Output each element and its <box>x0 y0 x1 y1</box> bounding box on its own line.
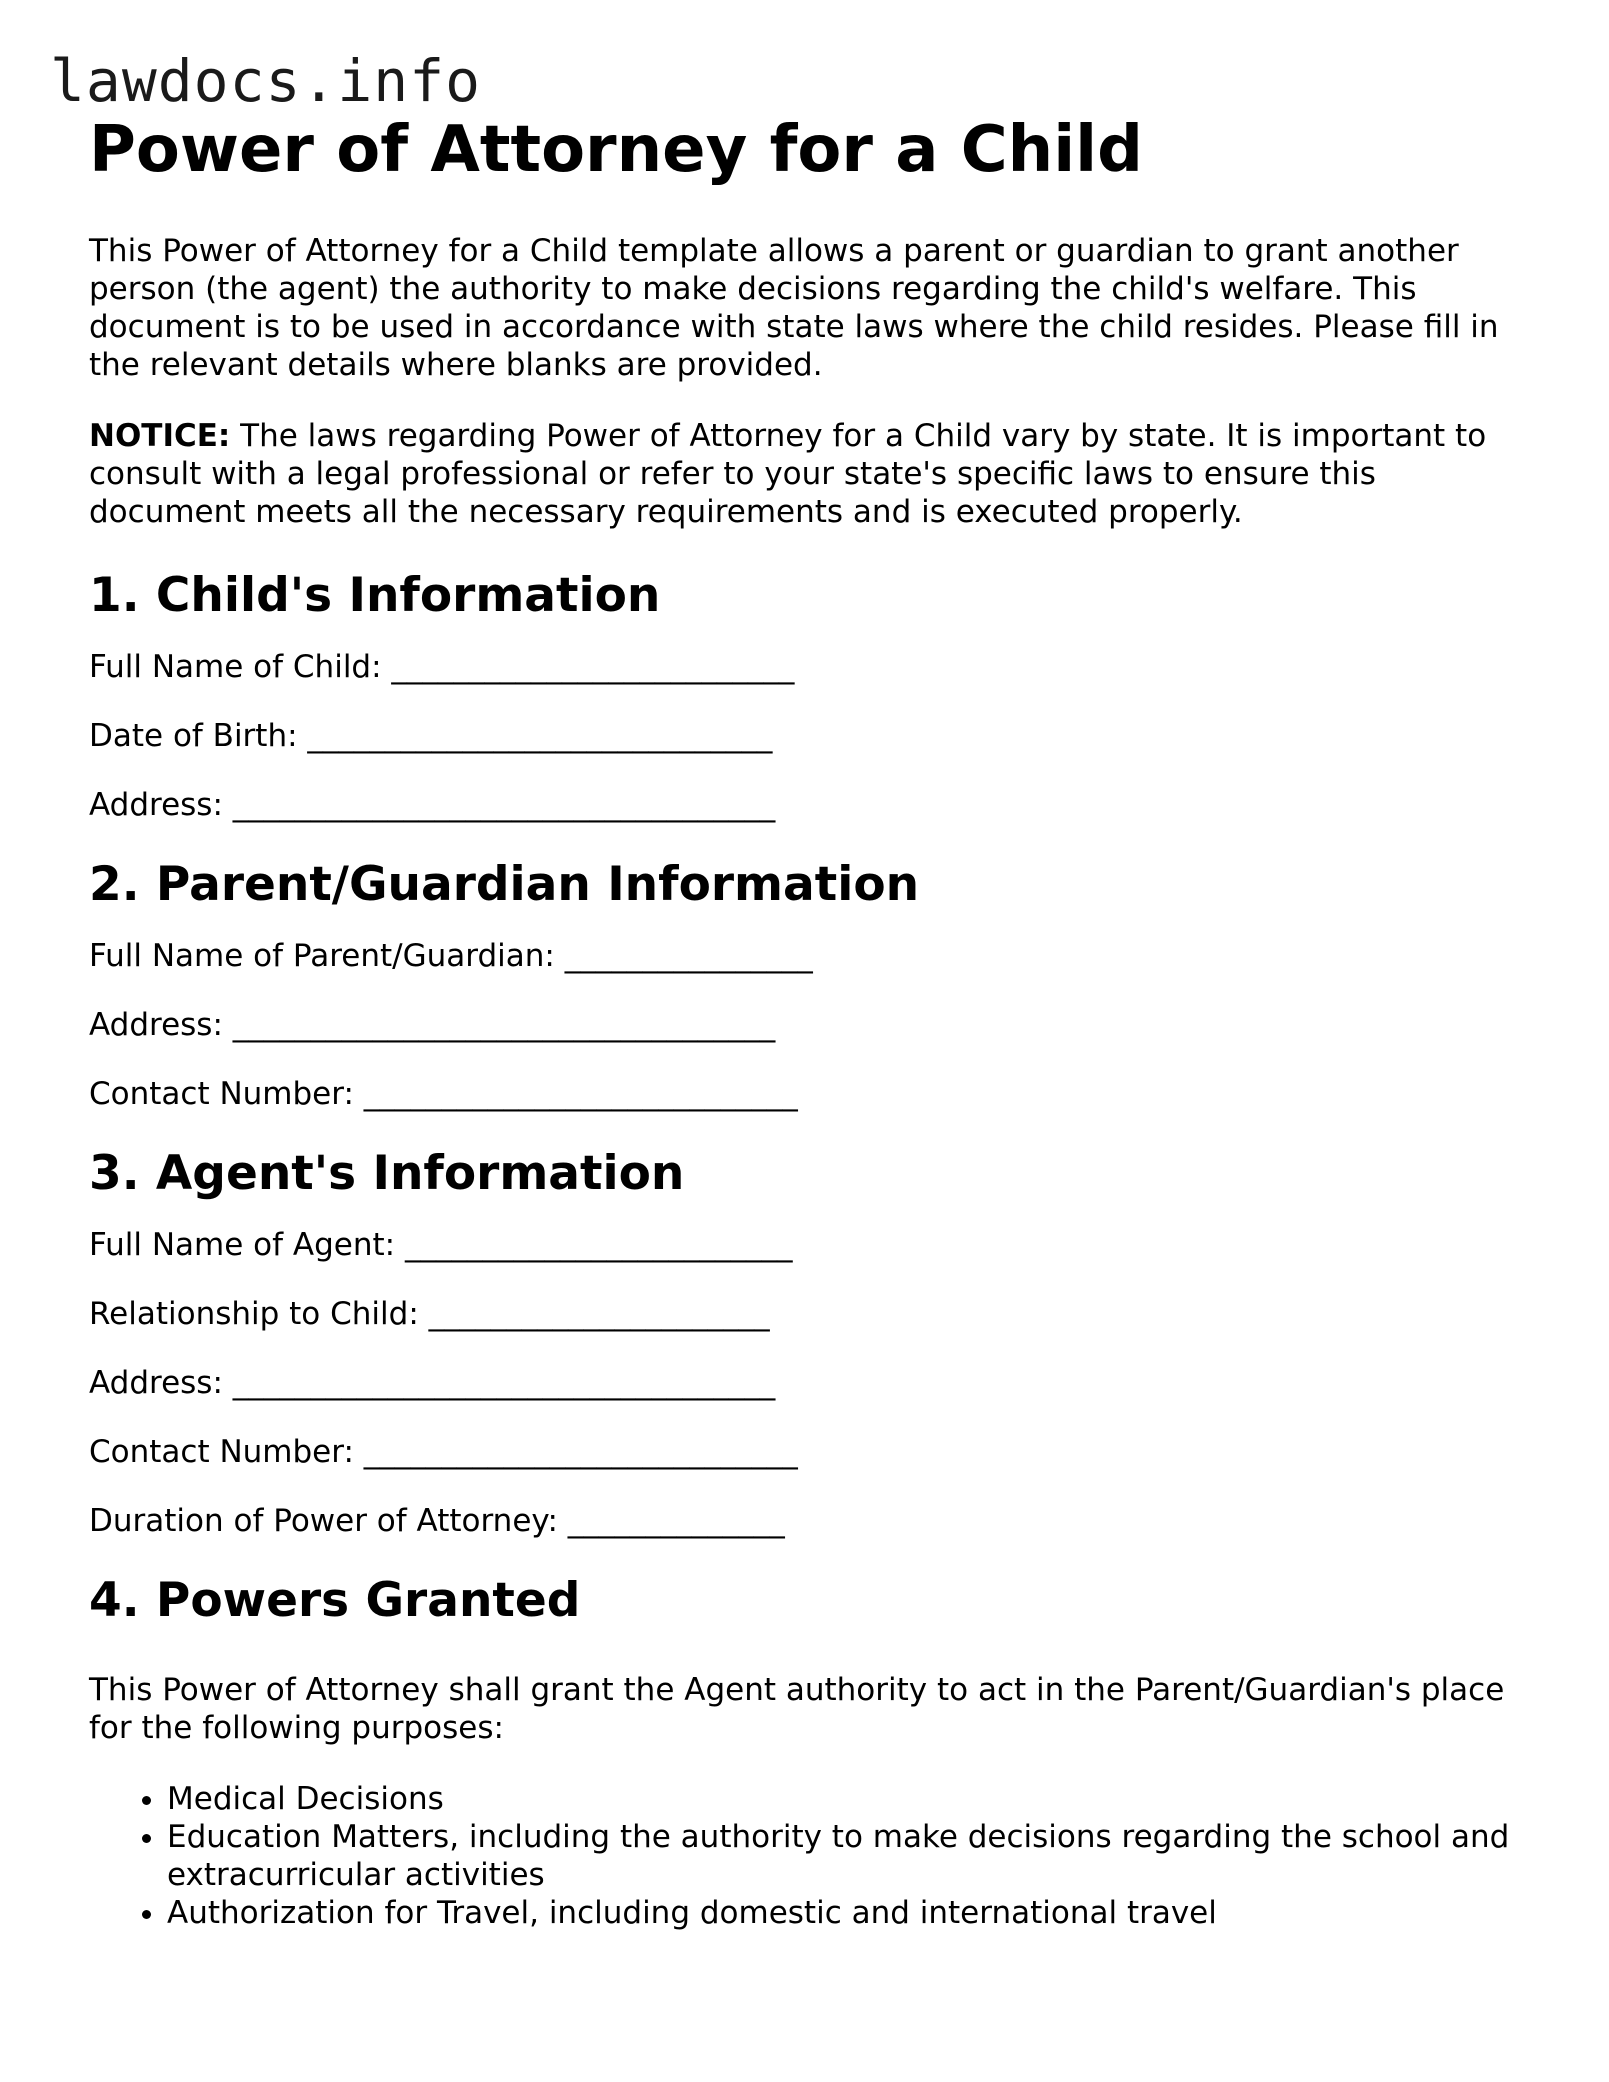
child-fields <box>89 648 1539 824</box>
site-watermark: lawdocs.info <box>50 47 482 115</box>
section-heading-parent: 2. Parent/Guardian Information <box>89 857 920 912</box>
field-blank[interactable]: ____________________________ <box>363 1076 798 1112</box>
field-blank[interactable]: ___________________________________ <box>232 1365 776 1401</box>
notice-paragraph <box>89 417 1539 531</box>
list-item: • Medical Decisions <box>167 1780 1539 1818</box>
field-label: Contact Number: <box>89 1434 364 1470</box>
field-blank[interactable]: ______________ <box>567 1503 785 1539</box>
field-label: Date of Birth: <box>89 718 308 754</box>
field-blank[interactable]: ______________________ <box>428 1296 770 1332</box>
powers-intro-paragraph: This Power of Attorney shall grant the Agent authority to act in the Parent/Guardian's place for the following purposes: <box>89 1672 1505 1746</box>
section-heading-child: 1. Child's Information <box>89 568 661 623</box>
field-blank[interactable]: ___________________________________ <box>232 787 776 823</box>
poa-duration-field[interactable] <box>89 1502 1539 1540</box>
field-blank[interactable]: _________________________ <box>404 1227 793 1263</box>
list-item: • Education Matters, including the authority to make decisions regarding the school and extracurricular activities <box>167 1818 1539 1894</box>
powers-list <box>89 1780 1539 1932</box>
field-blank[interactable]: __________________________ <box>391 649 795 685</box>
list-item: • Authorization for Travel, including domestic and international travel <box>167 1894 1539 1932</box>
field-label: Full Name of Child: <box>89 649 392 685</box>
field-label: Duration of Power of Attorney: <box>89 1503 568 1539</box>
field-label: Address: <box>89 787 233 823</box>
child-name-field[interactable] <box>89 648 1539 686</box>
child-address-field[interactable] <box>89 786 1539 824</box>
section-heading-powers: 4. Powers Granted <box>89 1573 581 1628</box>
field-blank[interactable]: ____________________________ <box>363 1434 798 1470</box>
agent-contact-field[interactable] <box>89 1433 1539 1471</box>
document <box>89 108 1539 1932</box>
intro-paragraph: This Power of Attorney for a Child template allows a parent or guardian to grant another person (the agent) the authority to make decisions regarding the child's welfare. This document is to be used in accordance with state laws where the child resides. Please fill in the relevant details where blanks are provided. <box>89 233 1499 383</box>
field-label: Full Name of Agent: <box>89 1227 405 1263</box>
parent-address-field[interactable] <box>89 1006 1539 1044</box>
document-title: Power of Attorney for a Child <box>89 113 1143 187</box>
field-label: Address: <box>89 1365 233 1401</box>
agent-fields <box>89 1226 1539 1540</box>
field-blank[interactable]: ______________________________ <box>307 718 773 754</box>
child-dob-field[interactable] <box>89 717 1539 755</box>
parent-fields <box>89 937 1539 1113</box>
agent-relationship-field[interactable] <box>89 1295 1539 1333</box>
field-label: Contact Number: <box>89 1076 364 1112</box>
field-blank[interactable]: ________________ <box>564 938 813 974</box>
section-heading-agent: 3. Agent's Information <box>89 1146 685 1201</box>
parent-name-field[interactable] <box>89 937 1539 975</box>
notice-label: NOTICE: <box>89 418 231 454</box>
notice-text: The laws regarding Power of Attorney for a Child vary by state. It is important to consult with a legal professional or refer to your state's specific laws to ensure this document meets all the necessary requirements and is executed properly. <box>89 418 1487 530</box>
parent-contact-field[interactable] <box>89 1075 1539 1113</box>
field-label: Relationship to Child: <box>89 1296 429 1332</box>
field-label: Address: <box>89 1007 233 1043</box>
field-blank[interactable]: ___________________________________ <box>232 1007 776 1043</box>
agent-name-field[interactable] <box>89 1226 1539 1264</box>
field-label: Full Name of Parent/Guardian: <box>89 938 565 974</box>
agent-address-field[interactable] <box>89 1364 1539 1402</box>
